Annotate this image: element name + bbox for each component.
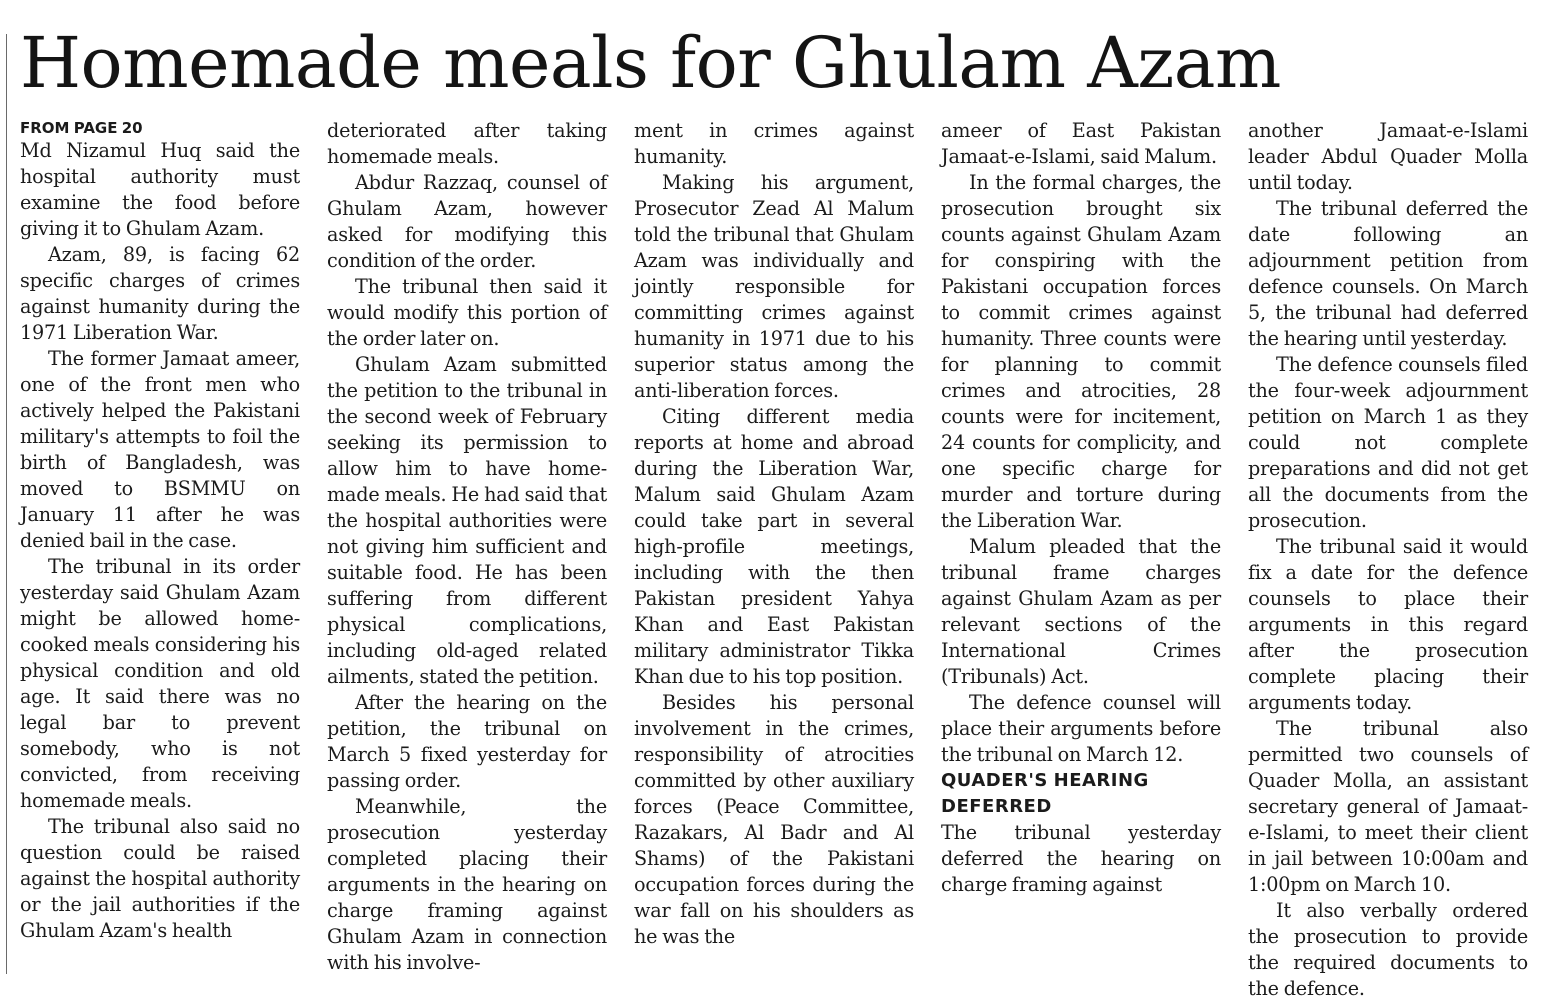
- article-column-1: [20, 118, 300, 983]
- paragraph: ment in crimes against humanity.: [634, 119, 914, 168]
- paragraph: In the formal charges, the prosecution brought six counts against Ghulam Azam for conspiring with the Pakistani occupation forces to commit crimes against humanity. Three counts were for planning to commit crimes and atrocities, 28 counts were for incitement, 24 counts for complicity, and one specific charge for murder and torture during the Liberation War.: [941, 171, 1221, 532]
- paragraph: The former Jamaat ameer, one of the front men who actively helped the Pakistani military's attempts to foil the birth of Bangladesh, was moved to BSMMU on January 11 after he was denied bail in the case.: [20, 347, 300, 552]
- section-subheading: [941, 768, 1221, 820]
- article-column-5: [1248, 118, 1528, 1000]
- paragraph: The tribunal deferred the date following an adjournment petition from defence counsels. On March 5, the tribunal had deferred the hearing until yesterday.: [1248, 197, 1528, 350]
- subheading-line: DEFERRED: [941, 796, 1052, 817]
- paragraph: Malum pleaded that the tribunal frame charges against Ghulam Azam as per relevant sections of the International Crimes (Tribunals) Act.: [941, 535, 1221, 688]
- paragraph: The tribunal yesterday deferred the hearing on charge framing against: [941, 821, 1221, 896]
- paragraph: Ghulam Azam submitted the petition to the tribunal in the second week of February seeking its permission to allow him to have home-made meals. He had said that the hospital authorities were not giving him sufficient and suitable food. He has been suffering from different physical complications, including old-aged related ailments, stated the petition.: [327, 353, 607, 688]
- paragraph: Besides his personal involvement in the crimes, responsibility of atrocities committed by other auxiliary forces (Peace Committee, Razakars, Al Badr and Al Shams) of the Pakistani occupation forces during the war fall on his shoulders as he was the: [634, 691, 914, 948]
- paragraph: Md Nizamul Huq said the hospital authority must examine the food before giving it to Ghulam Azam.: [20, 139, 300, 240]
- paragraph: Abdur Razzaq, counsel of Ghulam Azam, however asked for modifying this condition of the order.: [327, 171, 607, 272]
- article-column-3: [634, 118, 914, 983]
- paragraph: Making his argument, Prosecutor Zead Al Malum told the tribunal that Ghulam Azam was individually and jointly responsible for committing crimes against humanity in 1971 due to his superior status among the anti-liberation forces.: [634, 171, 914, 402]
- continuation-kicker: FROM PAGE 20: [20, 119, 143, 137]
- paragraph: The tribunal also permitted two counsels of Quader Molla, an assistant secretary general of Jamaat-e-Islami, to meet their client in jail between 10:00am and 1:00pm on March 10.: [1248, 717, 1528, 896]
- paragraph: It also verbally ordered the prosecution to provide the required documents to the defence.: [1248, 899, 1528, 1000]
- article-headline: Homemade meals for Ghulam Azam: [20, 22, 1281, 104]
- paragraph: deteriorated after taking homemade meals.: [327, 119, 607, 168]
- paragraph: Citing different media reports at home and abroad during the Liberation War, Malum said Ghulam Azam could take part in several high-profile meetings, including with the then Pakistan president Yahya Khan and East Pakistan military administrator Tikka Khan due to his top position.: [634, 405, 914, 688]
- paragraph: The defence counsel will place their arguments before the tribunal on March 12.: [941, 691, 1221, 766]
- paragraph: ameer of East Pakistan Jamaat-e-Islami, said Malum.: [941, 119, 1221, 168]
- subheading-line: QUADER'S HEARING: [941, 770, 1149, 791]
- paragraph: After the hearing on the petition, the tribunal on March 5 fixed yesterday for passing order.: [327, 691, 607, 792]
- paragraph: The tribunal also said no question could be raised against the hospital authority or the jail authorities if the Ghulam Azam's health: [20, 815, 300, 942]
- article-column-2: [327, 118, 607, 983]
- paragraph: The tribunal said it would fix a date for the defence counsels to place their arguments in this regard after the prosecution complete placing their arguments today.: [1248, 535, 1528, 714]
- paragraph: The tribunal in its order yesterday said Ghulam Azam might be allowed home-cooked meals considering his physical condition and old age. It said there was no legal bar to prevent somebody, who is not convicted, from receiving homemade meals.: [20, 555, 300, 812]
- paragraph: The tribunal then said it would modify this portion of the order later on.: [327, 275, 607, 350]
- paragraph: The defence counsels filed the four-week adjournment petition on March 1 as they could not complete preparations and did not get all the documents from the prosecution.: [1248, 353, 1528, 532]
- left-column-rule: [6, 34, 7, 974]
- paragraph: another Jamaat-e-Islami leader Abdul Quader Molla until today.: [1248, 119, 1528, 194]
- paragraph: Meanwhile, the prosecution yesterday completed placing their arguments in the hearing on charge framing against Ghulam Azam in connection with his involve-: [327, 795, 607, 974]
- paragraph: Azam, 89, is facing 62 specific charges of crimes against humanity during the 1971 Liberation War.: [20, 243, 300, 344]
- article-column-4: [941, 118, 1221, 983]
